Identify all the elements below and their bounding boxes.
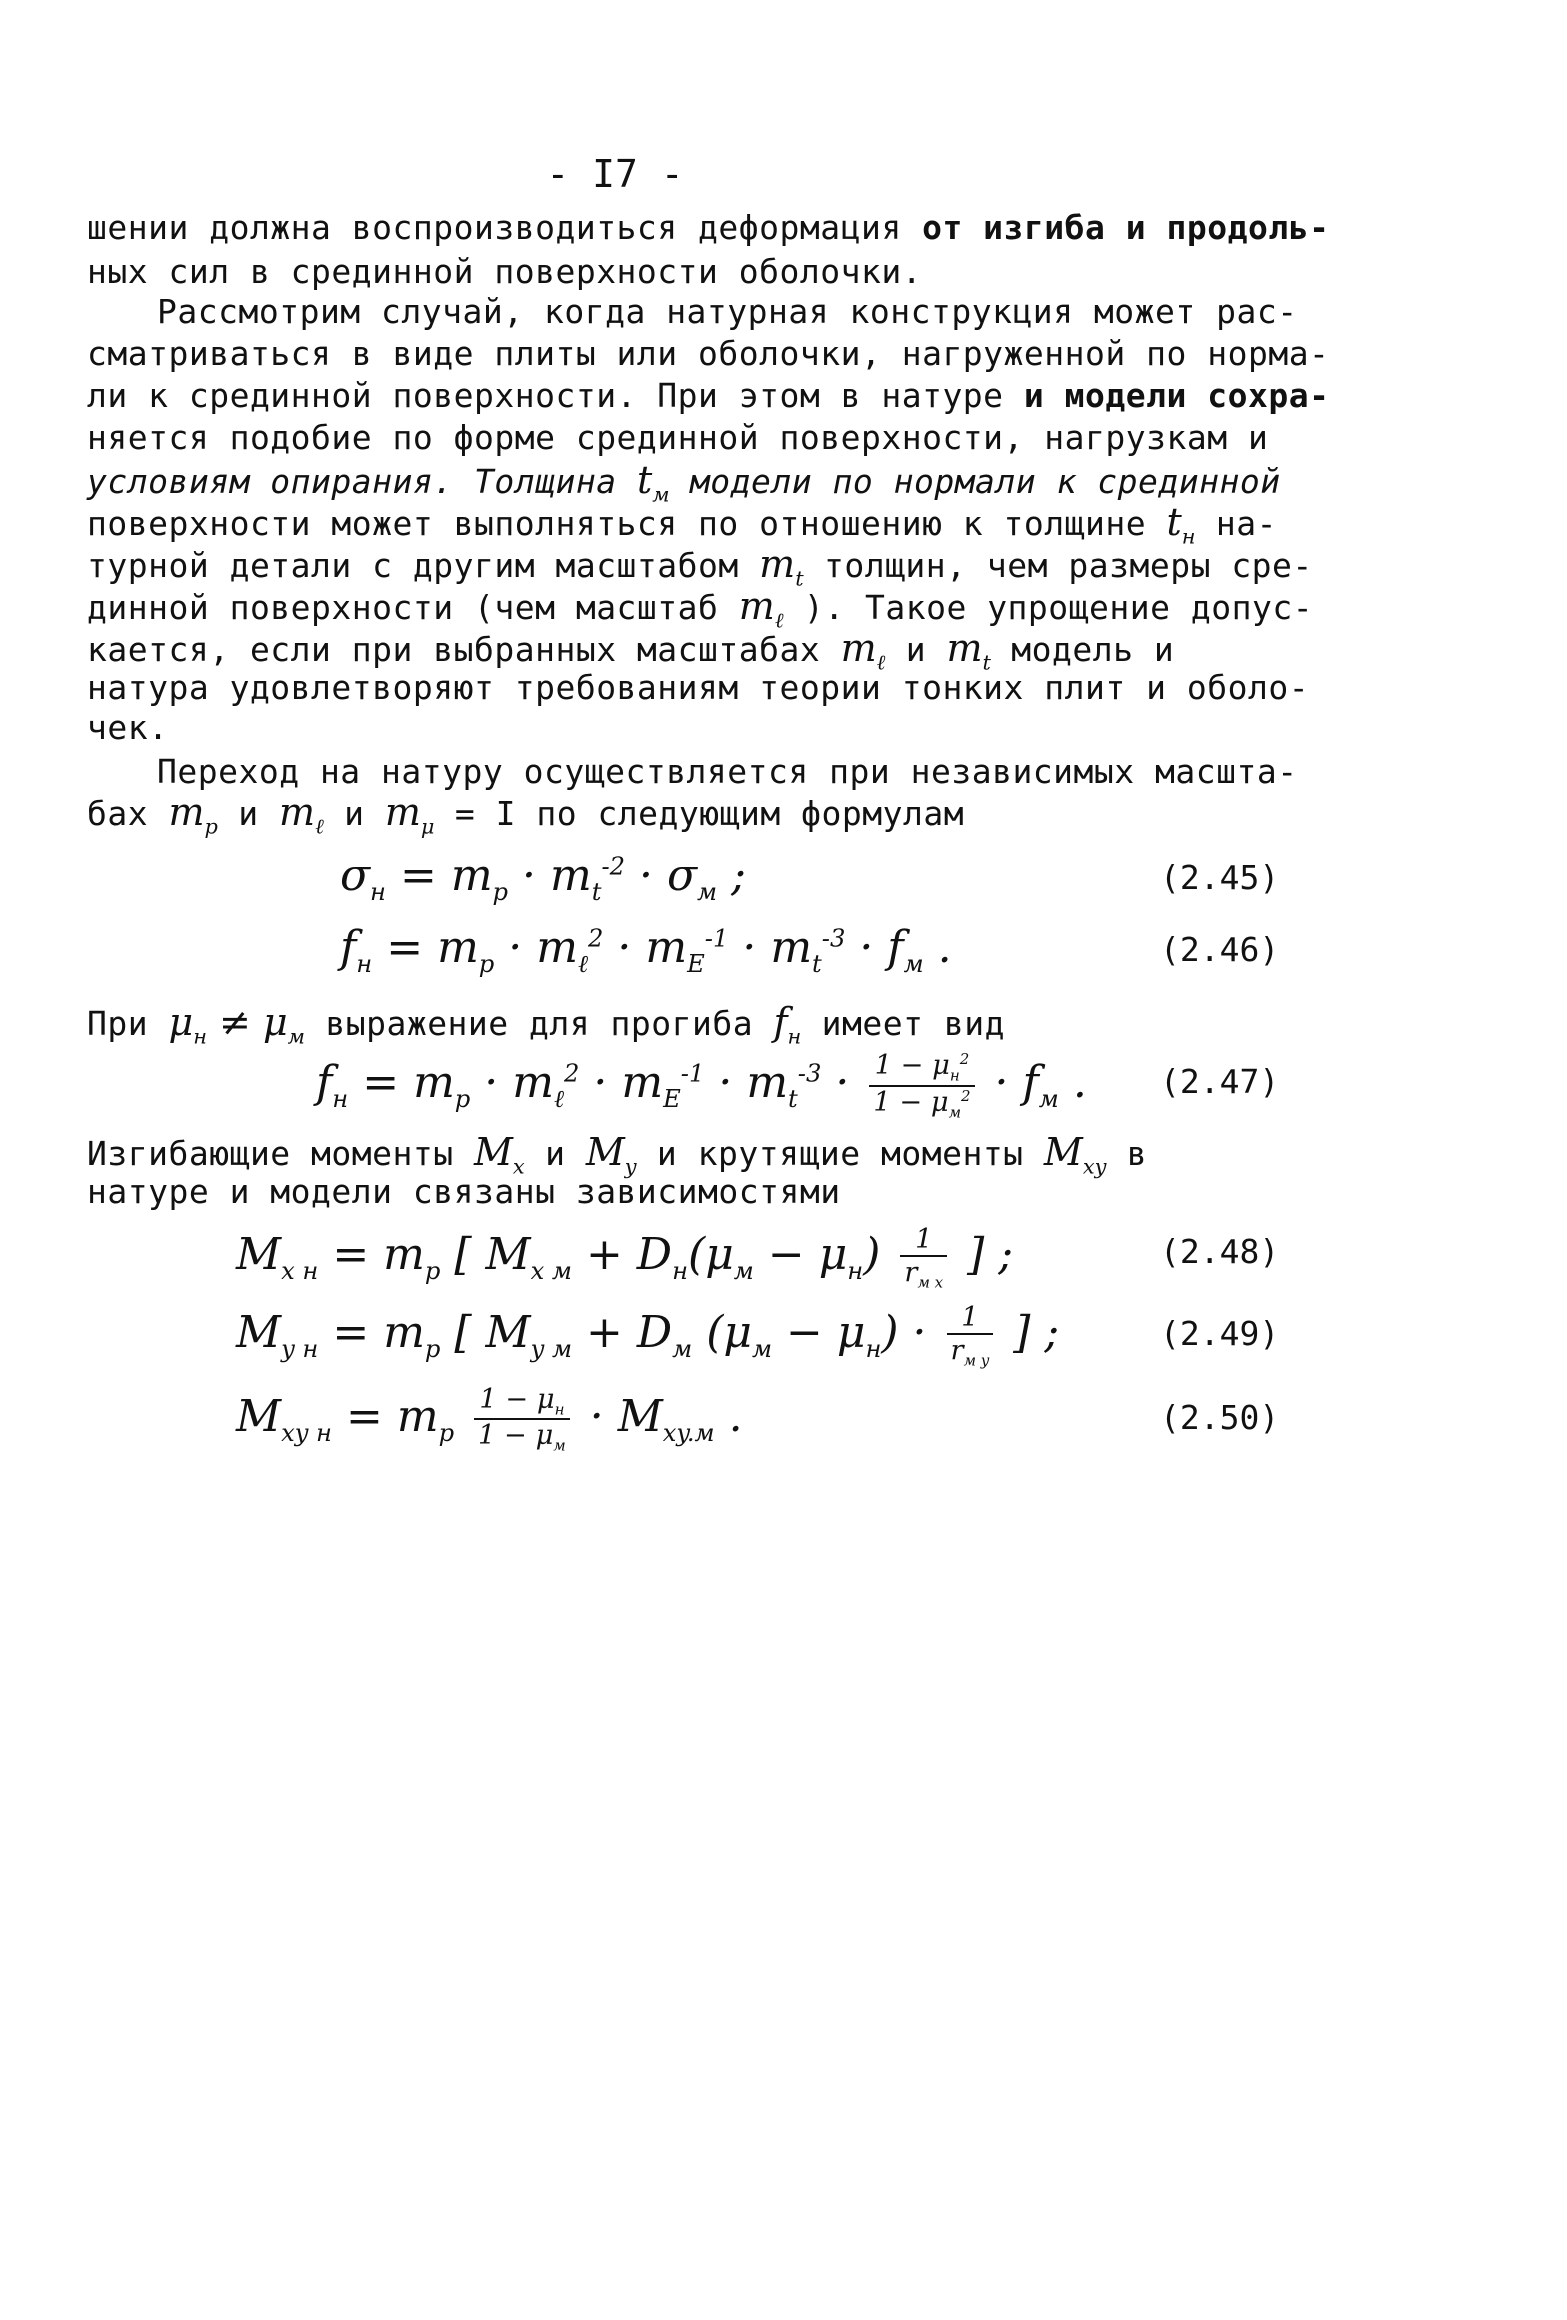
text-run: и — [323, 794, 385, 833]
equation-number: (2.50) — [1160, 1398, 1280, 1437]
text-run: толщин, чем размеры сре- — [803, 546, 1313, 585]
text-line: натуре и модели связаны зависимостями — [87, 1172, 841, 1211]
text-run: и — [217, 794, 280, 833]
symbol-m-mu: $m_\mu$ — [384, 790, 435, 839]
text-line: ных сил в срединной поверхности оболочки. — [87, 252, 923, 291]
equation-number: (2.45) — [1160, 858, 1280, 897]
equation-number: (2.47) — [1160, 1062, 1280, 1101]
text-line — [87, 1000, 1005, 1049]
symbol-t-m: $t_м$ — [636, 458, 670, 507]
symbol-m-x: $M_x$ — [474, 1130, 525, 1179]
text-run: на- — [1195, 504, 1278, 543]
symbol-m-t: $m_t$ — [946, 626, 991, 675]
text-run: модель и — [990, 630, 1175, 669]
symbol-m-t: $m_t$ — [759, 542, 804, 591]
symbol-m-p: $m_p$ — [168, 790, 218, 839]
text-line: Переход на натуру осуществляется при независимых масшта- — [157, 752, 1298, 791]
symbol-m-l: $m_\ell$ — [840, 626, 886, 675]
text-run: выражение для прогиба — [304, 1004, 774, 1043]
text-run: имеет вид — [801, 1004, 1005, 1043]
text-run: = I по следующим формулам — [434, 794, 965, 833]
symbol-t-n: $t_н$ — [1166, 500, 1196, 549]
text-run: ли к срединной поверхности. При этом в натуре — [87, 376, 1024, 415]
text-line — [87, 208, 1329, 247]
text-run: При — [87, 1004, 169, 1043]
formula-2-49: $M_{y н} = m_p$ [ $M_{y м} + D_м$ $(\mu_м - \mu_н)$ · $\frac{1}{r_{м y}}$ ] ; — [236, 1302, 1060, 1370]
text-run: и — [885, 630, 947, 669]
text-line: чек. — [87, 708, 169, 747]
text-run: динной поверхности (чем масштаб — [87, 588, 739, 627]
text-line: сматриваться в виде плиты или оболочки, нагруженной по норма- — [87, 334, 1330, 373]
text-line — [87, 376, 1329, 415]
text-run: в — [1106, 1134, 1148, 1173]
text-run: и — [524, 1134, 586, 1173]
symbol-m-l: $m_\ell$ — [738, 584, 784, 633]
text-run: Изгибающие моменты — [87, 1134, 474, 1173]
text-line — [87, 790, 964, 840]
symbol-m-l: $m_\ell$ — [279, 790, 324, 839]
formula-2-45: $\sigma_н = m_p \cdot m_t^{-2} \cdot \sigma_м$ ; — [340, 850, 746, 906]
text-run: условиям опирания. Толщина — [87, 462, 637, 501]
formula-2-48: $M_{x н} = m_p$ [ $M_{x м} + D_н(\mu_м - \mu_н)$ $\frac{1}{r_{м x}}$ ] ; — [236, 1224, 1014, 1292]
page-number: - I7 - — [546, 152, 684, 196]
formula-2-47: $f_н = m_p \cdot m_\ell^2 \cdot m_E^{-1} \cdot m_t^{-3}$ · $\frac{1 - \mu_н^2}{1 - \mu_м^2}$ · $f_м$ . — [316, 1050, 1087, 1122]
text-run: и крутящие моменты — [636, 1134, 1044, 1173]
text-run: шении должна воспроизводиться деформация — [87, 208, 923, 247]
bold-text-run: от изгиба и продоль- — [922, 208, 1330, 247]
equation-number: (2.48) — [1160, 1232, 1280, 1271]
text-run: турной детали с другим масштабом — [87, 546, 760, 585]
symbol-f-n: $f_н$ — [773, 1000, 802, 1049]
text-run: кается, если при выбранных масштабах — [87, 630, 841, 669]
text-run: поверхности может выполняться по отношению к толщине — [87, 504, 1167, 543]
symbol-m-xy: $M_{xy}$ — [1043, 1130, 1107, 1179]
text-line: няется подобие по форме срединной поверхности, нагрузкам и — [87, 418, 1269, 457]
equation-number: (2.49) — [1160, 1314, 1280, 1353]
condition-mu-n-neq-mu-m: $\mu_н \ne \mu_м$ — [168, 1000, 305, 1049]
text-line: натура удовлетворяют требованиям теории тонких плит и оболо- — [87, 668, 1310, 707]
text-run: модели по нормали к срединной — [669, 462, 1281, 501]
formula-2-50: $M_{xy н} = m_p$ $\frac{1 - \mu_н}{1 - \mu_м}$ · $M_{xy.м}$ . — [236, 1384, 743, 1455]
formula-2-46: $f_н = m_p \cdot m_\ell^2 \cdot m_E^{-1} \cdot m_t^{-3} \cdot f_м$ . — [340, 922, 952, 978]
text-line: Рассмотрим случай, когда натурная конструкция может рас- — [157, 292, 1298, 331]
equation-number: (2.46) — [1160, 930, 1280, 969]
bold-text-run: и модели сохра- — [1023, 376, 1330, 415]
text-run: ). Такое упрощение допус- — [783, 588, 1314, 627]
text-run: бах — [87, 794, 169, 833]
symbol-m-y: $M_y$ — [585, 1130, 637, 1179]
